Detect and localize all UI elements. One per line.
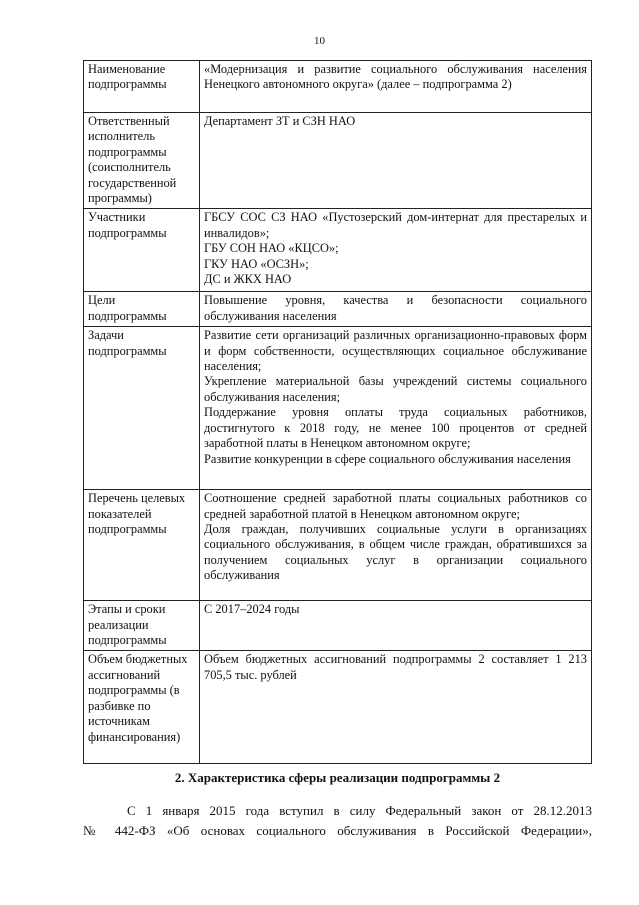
- row-label-responsible: Ответственный исполнитель подпрограммы (соисполнитель государственной программы): [84, 113, 200, 209]
- value-paragraph: «Модернизация и развитие социального обслуживания населения Ненецкого автономного округа» (далее – подпрограмма 2): [204, 62, 587, 92]
- body-line: № 442-ФЗ «Об основах социального обслуживания в Российской Федерации»,: [83, 823, 592, 838]
- page-number: 10: [314, 35, 325, 47]
- table-row: [84, 113, 592, 209]
- value-paragraph: Развитие конкуренции в сфере социального обслуживания населения: [204, 451, 571, 466]
- body-paragraph: [83, 801, 592, 841]
- value-paragraph: Соотношение средней заработной платы социальных работников со средней заработной платой в Ненецком автономном округе;: [204, 491, 587, 521]
- row-value-responsible: [200, 113, 592, 209]
- row-value-participants: [200, 209, 592, 292]
- row-label-tasks: Задачи подпрограммы: [84, 327, 200, 490]
- row-value-budget: [200, 651, 592, 764]
- table-row: [84, 651, 592, 764]
- value-paragraph: Доля граждан, получивших социальные услуги в организациях социального обслуживания, в общем числе граждан, обратившихся за получением социальных услуг в организации социального обслуживания: [204, 522, 587, 583]
- row-value-indicators: [200, 490, 592, 601]
- row-value-tasks: [200, 327, 592, 490]
- value-paragraph: Поддержание уровня оплаты труда социальных работников, достигнутого к 2018 году, не менее 100 процентов от средней заработной платы в Ненецком автономном округе;: [204, 405, 587, 451]
- table-row: [84, 327, 592, 490]
- value-paragraph: Развитие сети организаций различных организационно-правовых форм и форм собственности, осуществляющих социальное обслуживание населения;: [204, 328, 587, 374]
- row-value-name: [200, 61, 592, 113]
- row-label-goals: Цели подпрограммы: [84, 292, 200, 327]
- value-paragraph: Повышение уровня, качества и безопасности социального обслуживания населения: [204, 293, 587, 323]
- row-value-stages: [200, 601, 592, 651]
- table-row: [84, 601, 592, 651]
- body-line: С 1 января 2015 года вступил в силу Федеральный закон от 28.12.2013: [127, 803, 592, 818]
- value-paragraph: Департамент ЗТ и СЗН НАО: [204, 114, 356, 128]
- value-paragraph: ГКУ НАО «ОСЗН»;: [204, 256, 309, 271]
- table-row: [84, 292, 592, 327]
- value-paragraph: ГБУ СОН НАО «КЦСО»;: [204, 241, 339, 256]
- row-label-stages: Этапы и сроки реализации подпрограммы: [84, 601, 200, 651]
- row-label-name: Наименование подпрограммы: [84, 61, 200, 113]
- value-paragraph: ДС и ЖКХ НАО: [204, 272, 292, 287]
- section-heading: 2. Характеристика сферы реализации подпрограммы 2: [174, 770, 501, 785]
- value-paragraph: ГБСУ СОС СЗ НАО «Пустозерский дом-интернат для престарелых и инвалидов»;: [204, 210, 587, 240]
- table-row: [84, 490, 592, 601]
- row-label-budget: Объем бюджетных ассигнований подпрограммы (в разбивке по источникам финансирования): [84, 651, 200, 764]
- value-paragraph: Объем бюджетных ассигнований подпрограммы 2 составляет 1 213 705,5 тыс. рублей: [204, 652, 587, 682]
- subprogram-passport-table: [83, 60, 592, 764]
- value-paragraph: С 2017–2024 годы: [204, 602, 300, 617]
- row-label-participants: Участники подпрограммы: [84, 209, 200, 292]
- value-paragraph: Укрепление материальной базы учреждений системы социального обслуживания населения;: [204, 374, 587, 404]
- row-value-goals: [200, 292, 592, 327]
- row-label-indicators: Перечень целевых показателей подпрограммы: [84, 490, 200, 601]
- table-row: [84, 61, 592, 113]
- table-row: [84, 209, 592, 292]
